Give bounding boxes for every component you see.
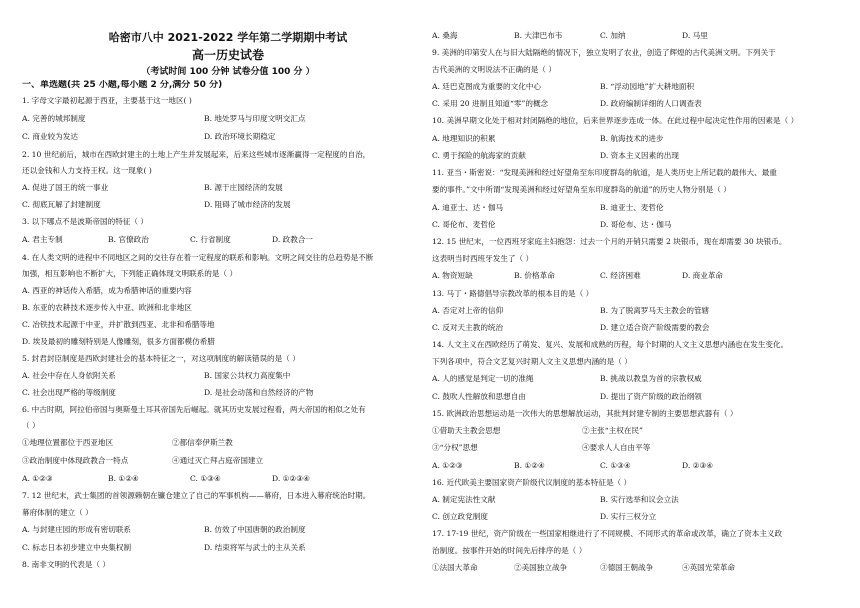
item-row (432, 562, 844, 573)
question-stem: 幕府体制的建立（ ） (22, 508, 93, 517)
option-row (432, 270, 844, 281)
option: C. 冶铁技术起源于中亚，并扩散到西亚、北非和希腊等地 (22, 320, 215, 329)
question-stem: 12. 15 世纪末，一位西班牙家庭主妇抱怨：过去一个月的开销只需要 2 块银币，现在却需要 30 块银币。 (432, 237, 787, 246)
statement-item: ③德国王朝战争 (600, 563, 654, 572)
question-stem: 这表明当时西班牙发生了（ ） (432, 254, 534, 263)
option-row (432, 30, 844, 41)
option: C. ①③④ (190, 474, 221, 483)
option: B. 源于庄园经济的发展 (204, 183, 283, 192)
question-stem: 下列各项中，符合文艺复兴时期人文主义思想内涵的是（ ） (432, 357, 632, 366)
option: C. 勇于探险的航海家的贡献 (432, 151, 526, 160)
statement-item: ②主张“主权在民” (582, 426, 643, 435)
option: D. 政府编制详细的人口调查表 (600, 99, 702, 108)
option: C. 彻底瓦解了封建制度 (22, 200, 101, 209)
statement-item: ①地理位置都位于西亚地区 (22, 438, 114, 447)
option: B. 为了脱离罗马天主教会的管辖 (600, 306, 710, 315)
option: B. “浮动园地”扩大耕地面积 (600, 82, 695, 91)
statement-item: ④要求人人自由平等 (582, 443, 651, 452)
question-stem: 16. 近代欧美主要国家资产阶级代议制度的基本特征是（ ） (432, 478, 632, 487)
question-stem: 古代美洲的文明说法不正确的是（ ） (432, 65, 556, 74)
option-row (432, 81, 844, 92)
question-stem: 9. 美洲的印第安人在与旧大陆隔绝的情况下，独立发明了农业，创造了辉煌的古代美洲文明。下列关于 (432, 48, 776, 57)
option: D. 资本主义因素的出现 (600, 151, 679, 160)
option: D. 建立适合资产阶级需要的教会 (600, 323, 710, 332)
item-row (22, 437, 434, 448)
option-row (432, 305, 844, 316)
option: D. 马里 (682, 31, 708, 40)
question-stem: 10. 美洲早期文化处于相对封闭隔绝的地位，后来世界逐步连成一体。在此过程中起决定性作用的因素是（ ） (432, 116, 799, 125)
option: A. 完善的城邦制度 (22, 114, 86, 123)
item-row (22, 455, 434, 466)
statement-item: ③政治制度中体现政教合一特点 (22, 456, 129, 465)
option-row (432, 391, 844, 402)
section-heading: 一、单选题(共 25 小题,每小题 2 分,满分 50 分) (22, 80, 223, 90)
option: C. 加纳 (600, 31, 626, 40)
option: B. 航海技术的进步 (600, 134, 664, 143)
option: D. ①②③④ (272, 474, 310, 483)
question-stem: 要的事件。”文中所谓“发现美洲和经过好望角至东印度群岛的航道”的历史人物分别是（ ） (432, 185, 731, 194)
option: C. ①③④ (600, 461, 631, 470)
question-stem: 6. 中古时期，阿拉伯帝国与奥斯曼土耳其帝国先后崛起。就其历史发展过程看，两大帝国的相似之处有 (22, 405, 366, 414)
question-stem: 还以金钱和人力支持王权。这一现象( ) (22, 166, 152, 175)
option: D. 是社会动荡和自然经济的产物 (204, 388, 314, 397)
option: C. 行省制度 (190, 235, 231, 244)
option: B. 国家公共权力高度集中 (204, 371, 291, 380)
option: A. 迪亚士、达・伽马 (432, 203, 504, 212)
option: B. ①②④ (108, 474, 139, 483)
option: D. 哥伦布、达・伽马 (600, 220, 672, 229)
question-stem: 加强，相互影响也不断扩大，下列能正确体现文明联系的是（ ） (22, 269, 238, 278)
option-row (22, 131, 434, 142)
option-row (22, 524, 434, 535)
option: A. 君主专制 (22, 235, 63, 244)
statement-item: ①法国大革命 (432, 563, 478, 572)
option: A. 地理知识的积累 (432, 134, 496, 143)
option: B. ①②④ (514, 461, 545, 470)
exam-subtitle: 高一历史试卷 (191, 48, 264, 62)
question-stem: 4. 在人类文明的进程中不同地区之间的交往存在着一定程度的联系和影响。文明之间交往的总趋势是不断 (22, 253, 374, 262)
item-row (432, 442, 844, 453)
option: C. 创立政党制度 (432, 512, 488, 521)
option-row (432, 322, 844, 333)
question-stem: 5. 封君封臣制度是西欧封建社会的基本特征之一，对这项制度的解读错误的是（ ） (22, 354, 300, 363)
statement-item: ①借助天主教会思想 (432, 426, 501, 435)
option: A. 否定对上帝的信仰 (432, 306, 504, 315)
exam-title: 哈密市八中 2021-2022 学年第二学期期中考试 (108, 31, 348, 44)
option: B. 大津巴布韦 (514, 31, 563, 40)
option: A. 与封建庄园的形成有密切联系 (22, 525, 132, 534)
question-stem: 17. 17-19 世纪，资产阶级在一些国家相继进行了不同规模、不同形式的革命或改革，确立了资本主义政 (432, 529, 783, 538)
option: A. 社会中存在人身依附关系 (22, 371, 116, 380)
option: C. 经济困难 (600, 271, 641, 280)
option: B. 仿效了中国唐朝的政治制度 (204, 525, 306, 534)
question-stem: 8. 南非文明的代表是（ ） (22, 560, 111, 569)
option: C. 反对天主教的统治 (432, 323, 504, 332)
statement-item: ③“分权”思想 (432, 443, 478, 452)
option-row (22, 370, 434, 381)
statement-item: ②美国独立战争 (514, 563, 568, 572)
question-stem: （ ） (22, 421, 40, 430)
option: A. ①②③ (432, 461, 463, 470)
option: B. 迪亚士、麦哲伦 (600, 203, 664, 212)
exam-info: （考试时间 100 分钟 试卷分值 100 分 ） (141, 67, 315, 77)
option: B. 官僚政治 (108, 235, 149, 244)
option: B. 挑战以教皇为首的宗教权威 (600, 374, 702, 383)
option: C. 商业较为发达 (22, 132, 78, 141)
item-row (432, 425, 844, 436)
question-stem: 15. 欧洲政治思想运动是一次伟大的思想解放运动，其批判封建专制的主要思想武器有（ ） (432, 409, 738, 418)
option: B. 东亚的农耕技术逐步传入中亚、欧洲和北非地区 (22, 303, 192, 312)
option: A. 人的感觉是判定一切的准绳 (432, 374, 534, 383)
option-row (432, 150, 844, 161)
question-stem: 13. 马丁・路德倡导宗教改革的根本目的是（ ） (432, 289, 594, 298)
question-stem: 2. 10 世纪前后，城市在西欧封建主的土地上产生并发展起来，后来这些城市逐渐赢得一定程度的自治， (22, 150, 371, 159)
option: D. 埃及最初的雕刻特别是人像雕刻，很多方面都模仿希腊 (22, 337, 215, 346)
option: A. 促进了国王的统一事业 (22, 183, 109, 192)
question-stem: 7. 12 世纪末，武士集团的首领源赖朝在镰仓建立了自己的军事机构——幕府，日本进入幕府统治时期。 (22, 491, 371, 500)
option-row (432, 373, 844, 384)
option-row (22, 182, 434, 193)
option: B. 实行选举和议会立法 (600, 495, 679, 504)
statement-item: ②都信奉伊斯兰教 (172, 438, 233, 447)
statement-item: ④通过灭亡拜占庭帝国建立 (172, 456, 264, 465)
option: A. ①②③ (22, 474, 53, 483)
option: C. 标志日本初步建立中央集权制 (22, 543, 132, 552)
question-stem: 治制度。按事件开始的时间先后排序的是（ ） (432, 546, 587, 555)
option-row (22, 199, 434, 210)
option: D. 阻碍了城市经济的发展 (204, 200, 291, 209)
option: C. 社会出现严格的等级制度 (22, 388, 116, 397)
option-row (22, 234, 434, 245)
option: A. 制定宪法性文献 (432, 495, 496, 504)
option: C. 鼓吹人性解放和思想自由 (432, 392, 526, 401)
option-row (22, 542, 434, 553)
option: A. 桑海 (432, 31, 458, 40)
option: D. ②③④ (682, 461, 714, 470)
option: D. 政教合一 (272, 235, 314, 244)
option: D. 实行三权分立 (600, 512, 657, 521)
option-row (432, 494, 844, 505)
option-row (22, 113, 434, 124)
option-row (22, 473, 434, 484)
option: B. 价格革命 (514, 271, 555, 280)
statement-item: ④英国光荣革命 (682, 563, 736, 572)
option: D. 提出了资产阶级的政治纲领 (600, 392, 702, 401)
option: D. 结束将军与武士的主从关系 (204, 543, 306, 552)
option-row (432, 98, 844, 109)
question-stem: 3. 以下哪点不是波斯帝国的特征（ ） (22, 217, 148, 226)
option: A. 西亚的神话传入希腊，成为希腊神话的重要内容 (22, 286, 192, 295)
option: B. 地处罗马与印度文明交汇点 (204, 114, 306, 123)
question-stem: 1. 字母文字最初起源于西亚，主要基于这一地区( ) (22, 96, 192, 105)
option-row (432, 511, 844, 522)
option-row (432, 202, 844, 213)
question-stem: 11. 亚当・斯密说：“发现美洲和经过好望角至东印度群岛的航道，是人类历史上所记载的最伟大、最重 (432, 168, 777, 177)
option: A. 物资短缺 (432, 271, 473, 280)
option-row (432, 219, 844, 230)
option: D. 政治环境长期稳定 (204, 132, 276, 141)
option-row (432, 133, 844, 144)
option: A. 廷巴克图成为重要的文化中心 (432, 82, 542, 91)
question-stem: 14. 人文主义在西欧经历了萌发、复兴、发展和成熟的历程，每个时期的人文主义思想内涵也在发生变化。 (432, 340, 789, 349)
option-row (22, 387, 434, 398)
option: C. 采用 20 进制且知道“零”的概念 (432, 99, 549, 108)
option: D. 商业革命 (682, 271, 724, 280)
option-row (432, 460, 844, 471)
option: C. 哥伦布、麦哲伦 (432, 220, 496, 229)
